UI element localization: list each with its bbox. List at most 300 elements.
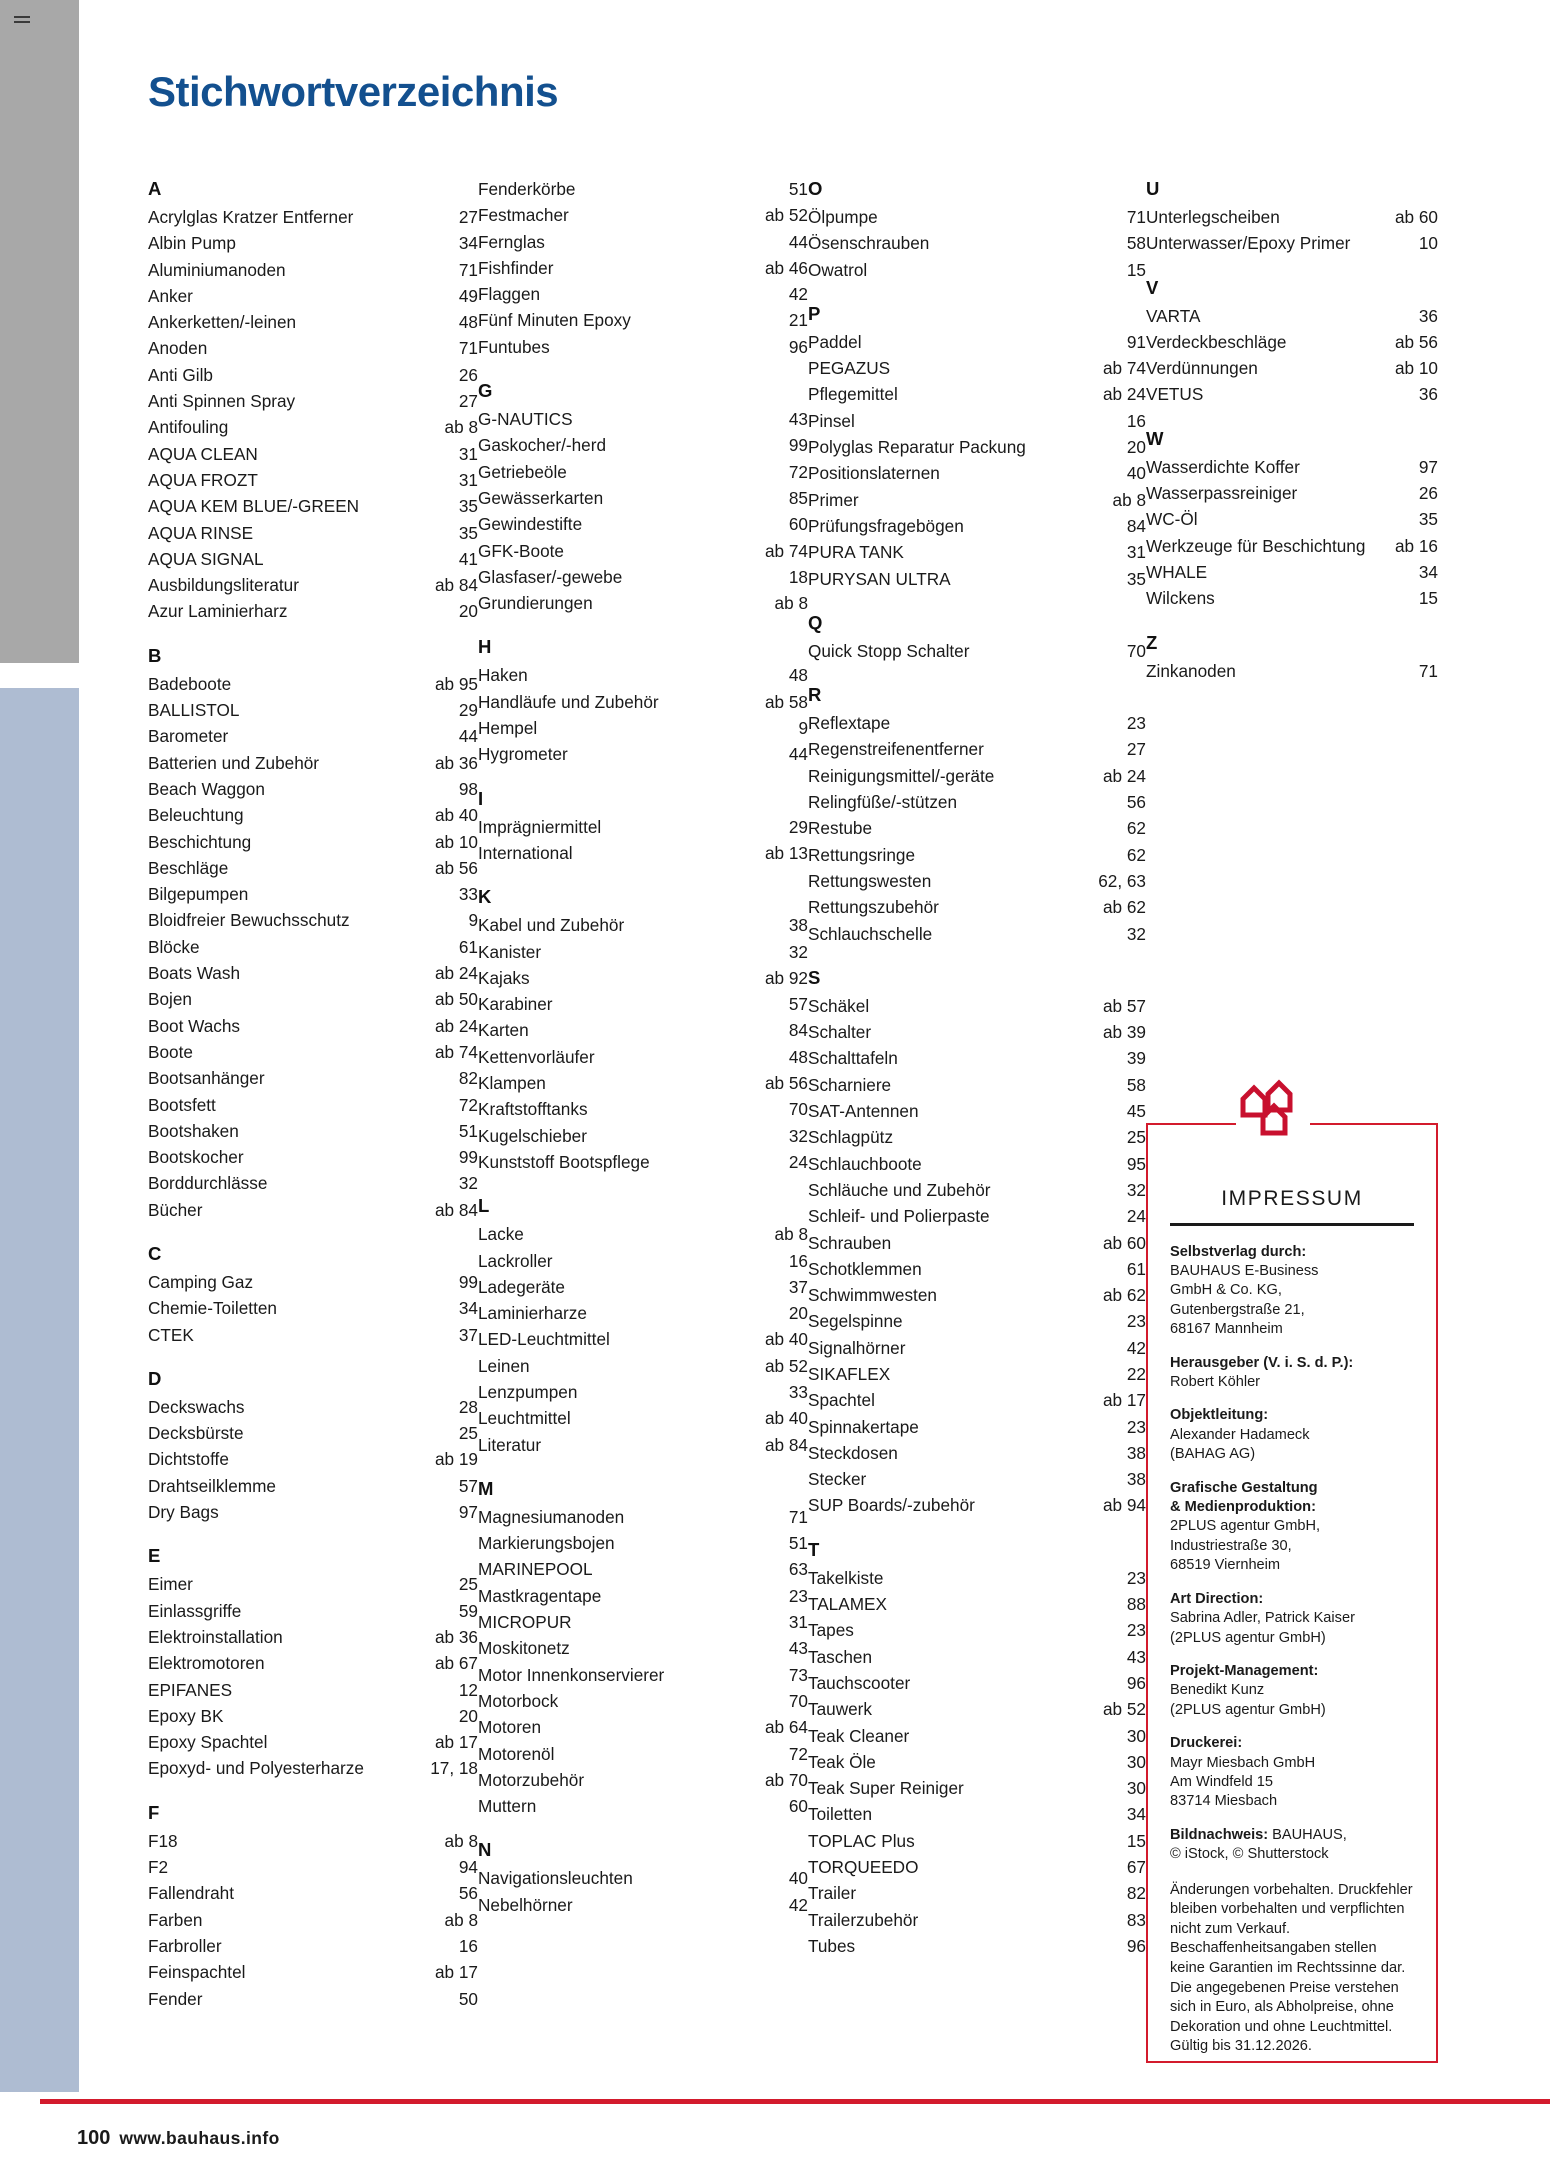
footer-url: www.bauhaus.info — [119, 2128, 280, 2148]
index-entry[interactable] — [808, 408, 1146, 434]
impressum-line: 2PLUS agentur GmbH, — [1170, 1518, 1321, 1535]
index-entry[interactable] — [148, 1703, 478, 1729]
index-entry-page: 32 — [1126, 923, 1146, 944]
index-entry[interactable] — [808, 1723, 1146, 1749]
index-entry[interactable] — [148, 441, 478, 467]
index-entry[interactable] — [478, 176, 808, 202]
index-entry[interactable] — [478, 1044, 808, 1070]
index-entry[interactable] — [808, 1308, 1146, 1334]
index-entry-term: Pinsel — [808, 410, 855, 431]
index-entry-term: Bilgepumpen — [148, 884, 249, 905]
index-entry[interactable] — [148, 1170, 478, 1196]
index-entry[interactable] — [808, 736, 1146, 762]
index-entry-term: Bootshaken — [148, 1120, 239, 1141]
index-entry-page: 98 — [458, 778, 478, 799]
index-entry-term: International — [478, 842, 573, 863]
index-entry[interactable] — [808, 1414, 1146, 1440]
index-entry-term: LED-Leuchtmittel — [478, 1329, 610, 1350]
index-entry-page: ab 8 — [444, 1909, 478, 1930]
index-entry-term: Schalter — [808, 1022, 872, 1043]
index-entry[interactable] — [808, 1749, 1146, 1775]
index-entry-page: 15 — [1126, 259, 1146, 280]
index-entry-page: 32 — [788, 1125, 808, 1146]
index-entry[interactable] — [808, 789, 1146, 815]
index-entry[interactable] — [478, 965, 808, 991]
index-entry[interactable] — [808, 204, 1146, 230]
index-group — [148, 176, 478, 625]
index-entry[interactable] — [148, 204, 478, 230]
index-entry-term: Tauchscooter — [808, 1672, 911, 1693]
index-entry-term: Anti Spinnen Spray — [148, 391, 296, 412]
index-entry[interactable] — [1146, 585, 1438, 611]
index-entry[interactable] — [478, 1405, 808, 1431]
index-entry[interactable] — [148, 1677, 478, 1703]
index-entry[interactable] — [808, 993, 1146, 1019]
index-entry[interactable] — [478, 1070, 808, 1096]
index-entry[interactable] — [808, 1230, 1146, 1256]
index-entry[interactable] — [478, 564, 808, 590]
index-entry[interactable] — [478, 1300, 808, 1326]
impressum-block-heading: Druckerei: — [1170, 1735, 1243, 1752]
index-entry-page: ab 36 — [434, 752, 478, 773]
index-entry[interactable] — [808, 1019, 1146, 1045]
index-entry[interactable] — [148, 388, 478, 414]
index-entry[interactable] — [808, 1098, 1146, 1124]
index-entry-page: 84 — [1126, 515, 1146, 536]
index-entry-page: 45 — [1126, 1101, 1146, 1122]
index-entry[interactable] — [148, 1065, 478, 1091]
index-entry-page: 9 — [468, 910, 478, 931]
index-entry[interactable] — [478, 202, 808, 228]
index-entry[interactable] — [148, 1322, 478, 1348]
index-entry[interactable] — [1146, 658, 1438, 684]
index-entry[interactable] — [808, 1617, 1146, 1643]
index-entry-page: ab 8 — [774, 593, 808, 614]
index-entry[interactable] — [808, 539, 1146, 565]
index-entry-page: 23 — [788, 1585, 808, 1606]
index-entry[interactable] — [148, 1598, 478, 1624]
impressum-body — [1148, 1226, 1436, 2057]
index-entry[interactable] — [148, 309, 478, 335]
index-entry-page: 99 — [788, 435, 808, 456]
index-entry-term: TORQUEEDO — [808, 1857, 919, 1878]
index-entry[interactable] — [808, 1335, 1146, 1361]
index-entry[interactable] — [148, 1828, 478, 1854]
index-entry[interactable] — [148, 230, 478, 256]
index-entry[interactable] — [808, 1591, 1146, 1617]
index-entry[interactable] — [478, 1892, 808, 1918]
index-entry[interactable] — [1146, 506, 1438, 532]
index-entry[interactable] — [808, 710, 1146, 736]
index-entry[interactable] — [478, 1767, 808, 1793]
index-entry[interactable] — [808, 921, 1146, 947]
index-entry[interactable] — [1146, 533, 1438, 559]
index-entry-term: Nebelhörner — [478, 1894, 573, 1915]
index-entry-term: Polyglas Reparatur Packung — [808, 437, 1026, 458]
index-entry[interactable] — [148, 1295, 478, 1321]
group-letter-heading: O — [808, 178, 823, 199]
index-entry[interactable] — [148, 1729, 478, 1755]
index-entry[interactable] — [808, 230, 1146, 256]
index-entry-page: 88 — [1126, 1594, 1146, 1615]
index-entry[interactable] — [478, 334, 808, 360]
index-entry[interactable] — [148, 776, 478, 802]
index-entry[interactable] — [148, 1933, 478, 1959]
index-entry[interactable] — [478, 1096, 808, 1122]
index-entry[interactable] — [478, 1793, 808, 1819]
index-entry-page: ab 62 — [1102, 897, 1146, 918]
index-entry[interactable] — [148, 598, 478, 624]
index-entry-page: 56 — [1126, 792, 1146, 813]
index-entry[interactable] — [1146, 355, 1438, 381]
index-group — [478, 1476, 808, 1820]
index-entry-term: Paddel — [808, 331, 862, 352]
index-entry[interactable] — [808, 1854, 1146, 1880]
index-entry[interactable] — [808, 434, 1146, 460]
index-entry[interactable] — [148, 960, 478, 986]
index-entry[interactable] — [478, 229, 808, 255]
index-entry[interactable] — [808, 815, 1146, 841]
index-entry-page: 32 — [458, 1173, 478, 1194]
index-entry[interactable] — [808, 381, 1146, 407]
index-entry[interactable] — [148, 697, 478, 723]
index-entry[interactable] — [148, 283, 478, 309]
index-entry-page: 44 — [458, 726, 478, 747]
impressum-block — [1170, 1243, 1414, 1340]
index-entry-page: ab 74 — [1102, 358, 1146, 379]
index-entry[interactable] — [478, 432, 808, 458]
index-entry[interactable] — [1146, 303, 1438, 329]
index-group — [478, 1837, 808, 1918]
index-entry-term: Positionslaternen — [808, 463, 940, 484]
impressum-line: (2PLUS agentur GmbH) — [1170, 1629, 1326, 1646]
index-entry[interactable] — [808, 1151, 1146, 1177]
index-entry[interactable] — [478, 255, 808, 281]
index-entry[interactable] — [478, 1017, 808, 1043]
index-entry[interactable] — [478, 1688, 808, 1714]
index-entry[interactable] — [148, 1394, 478, 1420]
group-letter-heading: V — [1146, 276, 1159, 298]
index-entry[interactable] — [808, 1440, 1146, 1466]
index-entry[interactable] — [478, 1326, 808, 1352]
index-group — [808, 965, 1146, 1519]
index-entry[interactable] — [148, 986, 478, 1012]
index-entry[interactable] — [148, 1197, 478, 1223]
index-entry-term: SAT-Antennen — [808, 1101, 919, 1122]
index-entry-page: 72 — [788, 461, 808, 482]
index-entry-term: Ösenschrauben — [808, 233, 930, 254]
index-entry[interactable] — [148, 257, 478, 283]
index-entry[interactable] — [808, 1801, 1146, 1827]
index-group — [478, 786, 808, 867]
index-entry-page: ab 56 — [1394, 331, 1438, 352]
index-entry[interactable] — [808, 868, 1146, 894]
index-entry[interactable] — [808, 1387, 1146, 1413]
index-entry[interactable] — [808, 1775, 1146, 1801]
index-entry[interactable] — [148, 1624, 478, 1650]
index-entry[interactable] — [148, 572, 478, 598]
index-entry[interactable] — [808, 1933, 1146, 1959]
index-entry-term: Kabel und Zubehör — [478, 915, 625, 936]
index-entry[interactable] — [478, 741, 808, 767]
index-entry-page: ab 67 — [434, 1653, 478, 1674]
index-entry[interactable] — [478, 1353, 808, 1379]
index-entry[interactable] — [148, 1118, 478, 1144]
index-entry[interactable] — [148, 934, 478, 960]
index-entry[interactable] — [478, 1149, 808, 1175]
index-entry[interactable] — [148, 1755, 478, 1781]
index-entry[interactable] — [148, 723, 478, 749]
index-entry[interactable] — [808, 1466, 1146, 1492]
index-entry-page: ab 40 — [764, 1408, 808, 1429]
index-entry[interactable] — [478, 538, 808, 564]
impressum-block — [1170, 1826, 1414, 1865]
index-entry[interactable] — [808, 1696, 1146, 1722]
index-entry-term: Handläufe und Zubehör — [478, 691, 659, 712]
index-entry-page: 15 — [1126, 1830, 1146, 1851]
index-entry-term: Ölpumpe — [808, 207, 878, 227]
index-entry[interactable] — [148, 520, 478, 546]
index-entry[interactable] — [478, 485, 808, 511]
index-entry[interactable] — [148, 1907, 478, 1933]
index-entry[interactable] — [808, 1492, 1146, 1518]
index-entry[interactable] — [478, 939, 808, 965]
index-entry[interactable] — [148, 1269, 478, 1295]
index-entry-term: Tauwerk — [808, 1699, 872, 1720]
index-entry-page: 51 — [788, 1533, 808, 1554]
index-entry-term: MARINEPOOL — [478, 1559, 593, 1580]
index-entry[interactable] — [478, 1714, 808, 1740]
index-entry[interactable] — [478, 1221, 808, 1247]
index-entry-page: 35 — [1126, 568, 1146, 589]
index-entry[interactable] — [148, 1986, 478, 2012]
index-entry[interactable] — [478, 1248, 808, 1274]
index-entry[interactable] — [478, 1530, 808, 1556]
index-entry[interactable] — [478, 459, 808, 485]
index-entry[interactable] — [478, 307, 808, 333]
index-entry[interactable] — [478, 1865, 808, 1891]
index-entry[interactable] — [148, 1571, 478, 1597]
index-entry[interactable] — [808, 1907, 1146, 1933]
index-entry[interactable] — [808, 460, 1146, 486]
index-entry-page: 72 — [458, 1094, 478, 1115]
index-entry[interactable] — [478, 840, 808, 866]
index-entry[interactable] — [148, 907, 478, 933]
index-entry[interactable] — [478, 662, 808, 688]
index-entry-page: 25 — [458, 1423, 478, 1444]
left-edge-gap — [0, 663, 79, 688]
index-entry-term: Rettungswesten — [808, 870, 932, 891]
index-entry[interactable] — [808, 1880, 1146, 1906]
index-entry[interactable] — [478, 1635, 808, 1661]
group-letter-heading: Z — [1146, 631, 1158, 653]
index-entry[interactable] — [148, 881, 478, 907]
index-entry-term: Getriebeöle — [478, 461, 567, 482]
index-entry[interactable] — [148, 493, 478, 519]
index-entry[interactable] — [1146, 381, 1438, 407]
index-entry[interactable] — [478, 1274, 808, 1300]
index-entry-page: 32 — [788, 941, 808, 962]
index-entry-page: 27 — [458, 391, 478, 412]
index-entry-term: Boote — [148, 1041, 193, 1062]
index-entry[interactable] — [148, 1880, 478, 1906]
index-entry[interactable] — [148, 1473, 478, 1499]
index-entry[interactable] — [148, 1650, 478, 1676]
index-entry[interactable] — [478, 511, 808, 537]
index-entry-term: Funtubes — [478, 336, 550, 357]
index-entry[interactable] — [148, 1420, 478, 1446]
index-entry[interactable] — [148, 546, 478, 572]
index-entry[interactable] — [148, 829, 478, 855]
index-entry-term: Klampen — [478, 1073, 546, 1094]
index-entry[interactable] — [808, 1644, 1146, 1670]
index-entry[interactable] — [478, 281, 808, 307]
index-entry-term: Werkzeuge für Beschichtung — [1146, 535, 1366, 556]
index-entry[interactable] — [1146, 230, 1438, 256]
index-entry-page: ab 8 — [444, 417, 478, 438]
index-entry-page: 99 — [458, 1271, 478, 1292]
index-entry[interactable] — [148, 414, 478, 440]
index-entry-term: Fallendraht — [148, 1883, 234, 1904]
index-entry[interactable] — [478, 1432, 808, 1458]
index-entry-page: 34 — [458, 233, 478, 254]
index-entry[interactable] — [478, 1583, 808, 1609]
index-entry[interactable] — [808, 1177, 1146, 1203]
index-entry-page: 60 — [788, 514, 808, 535]
index-entry[interactable] — [148, 1092, 478, 1118]
index-entry[interactable] — [148, 671, 478, 697]
index-entry[interactable] — [478, 1379, 808, 1405]
index-entry-page: 43 — [788, 409, 808, 430]
index-entry-page: 97 — [1418, 456, 1438, 477]
index-entry[interactable] — [148, 1446, 478, 1472]
index-entry[interactable] — [478, 991, 808, 1017]
index-entry[interactable] — [148, 1959, 478, 1985]
index-entry[interactable] — [148, 750, 478, 776]
index-entry-page: 48 — [788, 665, 808, 686]
index-entry[interactable] — [808, 487, 1146, 513]
index-entry[interactable] — [808, 257, 1146, 283]
index-entry[interactable] — [808, 1670, 1146, 1696]
index-entry[interactable] — [148, 1039, 478, 1065]
index-entry-term: Laminierharze — [478, 1303, 587, 1324]
index-entry-term: Motor Innenkonservierer — [478, 1664, 665, 1685]
index-entry[interactable] — [808, 1828, 1146, 1854]
index-entry-page: 31 — [458, 443, 478, 464]
index-entry[interactable] — [1146, 204, 1438, 230]
index-entry[interactable] — [808, 1124, 1146, 1150]
index-entry[interactable] — [808, 566, 1146, 592]
index-entry-term: Lenzpumpen — [478, 1381, 578, 1402]
impressum-line: (BAHAG AG) — [1170, 1446, 1256, 1463]
index-entry[interactable] — [148, 802, 478, 828]
index-entry-term: Fünf Minuten Epoxy — [478, 310, 631, 331]
index-entry[interactable] — [478, 1609, 808, 1635]
index-entry-term: Lacke — [478, 1224, 524, 1245]
index-entry[interactable] — [478, 590, 808, 616]
group-letter-heading: T — [808, 1538, 820, 1560]
index-entry-term: Elektroinstallation — [148, 1626, 283, 1647]
index-entry[interactable] — [478, 814, 808, 840]
index-entry[interactable] — [148, 467, 478, 493]
index-entry[interactable] — [808, 329, 1146, 355]
column-1 — [148, 176, 478, 2014]
index-entry[interactable] — [478, 1556, 808, 1582]
index-entry[interactable] — [1146, 329, 1438, 355]
index-entry[interactable] — [148, 1013, 478, 1039]
index-entry-term: Bloidfreier Bewuchsschutz — [148, 910, 350, 931]
index-entry[interactable] — [478, 1741, 808, 1767]
impressum-block — [1170, 1406, 1414, 1464]
index-entry[interactable] — [808, 763, 1146, 789]
index-entry-page: 38 — [788, 915, 808, 936]
index-entry-term: Leinen — [478, 1355, 530, 1376]
index-entry[interactable] — [808, 513, 1146, 539]
index-entry[interactable] — [1146, 559, 1438, 585]
index-entry[interactable] — [808, 1565, 1146, 1591]
index-entry[interactable] — [808, 1072, 1146, 1098]
index-entry[interactable] — [808, 355, 1146, 381]
index-entry-page: 39 — [1126, 1048, 1146, 1069]
index-entry[interactable] — [478, 912, 808, 938]
index-entry[interactable] — [808, 894, 1146, 920]
index-entry[interactable] — [478, 1504, 808, 1530]
index-entry[interactable] — [148, 362, 478, 388]
index-entry[interactable] — [808, 638, 1146, 664]
index-entry[interactable] — [808, 1361, 1146, 1387]
index-entry[interactable] — [808, 842, 1146, 868]
index-entry[interactable] — [808, 1045, 1146, 1071]
index-entry-term: Quick Stopp Schalter — [808, 640, 970, 661]
index-entry[interactable] — [148, 1854, 478, 1880]
index-entry[interactable] — [148, 335, 478, 361]
index-entry[interactable] — [808, 1203, 1146, 1229]
index-entry[interactable] — [808, 1282, 1146, 1308]
index-entry[interactable] — [1146, 454, 1438, 480]
index-entry-term: Hygrometer — [478, 744, 568, 765]
index-entry-term: Beleuchtung — [148, 805, 244, 826]
index-entry-term: Schrauben — [808, 1232, 892, 1253]
index-entry-term: TOPLAC Plus — [808, 1830, 915, 1851]
index-entry[interactable] — [808, 1256, 1146, 1282]
index-entry[interactable] — [478, 1123, 808, 1149]
index-entry[interactable] — [478, 689, 808, 715]
group-letter-heading: Q — [808, 611, 823, 633]
impressum-block — [1170, 1734, 1414, 1812]
index-entry-page: ab 19 — [434, 1449, 478, 1470]
index-entry[interactable] — [478, 715, 808, 741]
index-entry-term: Karten — [478, 1020, 529, 1041]
index-entry-term: VARTA — [1146, 305, 1201, 326]
index-entry[interactable] — [478, 406, 808, 432]
index-entry-page: 20 — [1126, 437, 1146, 458]
index-entry[interactable] — [148, 1144, 478, 1170]
index-entry[interactable] — [1146, 480, 1438, 506]
index-entry[interactable] — [148, 855, 478, 881]
index-entry-term: Rettungszubehör — [808, 897, 939, 918]
index-entry-page: 40 — [1126, 463, 1146, 484]
index-entry[interactable] — [478, 1662, 808, 1688]
group-letter-heading: E — [148, 1545, 161, 1567]
impressum-legal-note: Änderungen vorbehalten. Druckfehler bleiben vorbehalten und verpflichten nicht zum Verkauf. Beschaffenheitsangaben stellen keine Garantien im Rechtssinne dar. Die angegebenen Preise verstehen sich in Euro, als Abholpreise, ohne Dekoration und ohne Leuchtmittel. Gültig bis 31.12.2026. — [1170, 1881, 1413, 2055]
index-entry[interactable] — [148, 1499, 478, 1525]
index-entry-page: ab 40 — [764, 1329, 808, 1350]
index-entry-page: ab 95 — [434, 673, 478, 694]
index-entry-page: 20 — [788, 1303, 808, 1324]
index-entry-page: 15 — [1418, 588, 1438, 609]
index-entry-term: Borddurchlässe — [148, 1173, 268, 1194]
index-entry-term: Festmacher — [478, 205, 569, 226]
